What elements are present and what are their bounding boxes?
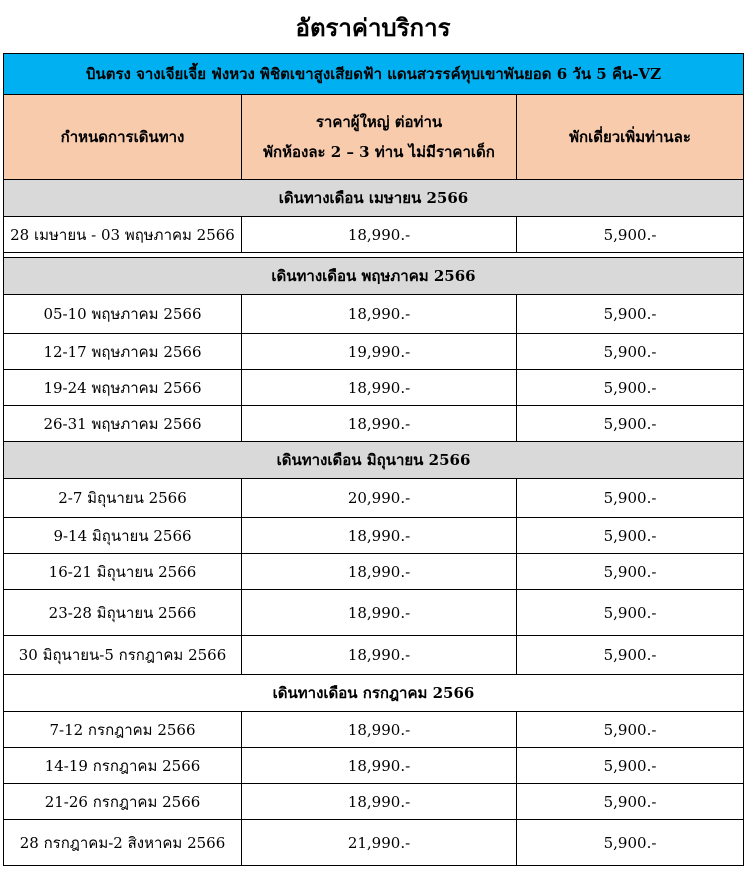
header-schedule: กำหนดการเดินทาง [4, 95, 242, 180]
table-row [4, 636, 744, 675]
departure-date: 2-7 มิถุนายน 2566 [4, 479, 242, 518]
month-header: เดินทางเดือน กรกฎาคม 2566 [4, 675, 744, 712]
table-row [4, 712, 744, 748]
adult-price: 18,990.- [242, 370, 517, 406]
table-row [4, 820, 744, 866]
header-adult-price-line2: พักห้องละ 2 – 3 ท่าน ไม่มีราคาเด็ก [263, 143, 495, 161]
single-price: 5,900.- [517, 590, 744, 636]
table-row [4, 748, 744, 784]
single-price: 5,900.- [517, 748, 744, 784]
month-header: เดินทางเดือน มิถุนายน 2566 [4, 442, 744, 479]
table-row [4, 518, 744, 554]
adult-price: 18,990.- [242, 748, 517, 784]
adult-price: 20,990.- [242, 479, 517, 518]
table-header-row [4, 95, 744, 180]
departure-date: 21-26 กรกฎาคม 2566 [4, 784, 242, 820]
single-price: 5,900.- [517, 820, 744, 866]
adult-price: 18,990.- [242, 518, 517, 554]
page-title: อัตราค่าบริการ [295, 13, 451, 42]
single-price: 5,900.- [517, 479, 744, 518]
departure-date: 05-10 พฤษภาคม 2566 [4, 295, 242, 334]
single-price: 5,900.- [517, 370, 744, 406]
header-single-supplement: พักเดี่ยวเพิ่มท่านละ [517, 95, 744, 180]
adult-price: 18,990.- [242, 784, 517, 820]
table-row [4, 370, 744, 406]
price-table [3, 53, 744, 866]
single-price: 5,900.- [517, 518, 744, 554]
single-price: 5,900.- [517, 636, 744, 675]
departure-date: 7-12 กรกฎาคม 2566 [4, 712, 242, 748]
header-adult-price [242, 95, 517, 180]
departure-date: 16-21 มิถุนายน 2566 [4, 554, 242, 590]
table-row [4, 590, 744, 636]
single-price: 5,900.- [517, 295, 744, 334]
departure-date: 12-17 พฤษภาคม 2566 [4, 334, 242, 370]
adult-price: 21,990.- [242, 820, 517, 866]
header-adult-price-line1: ราคาผู้ใหญ่ ต่อท่าน [315, 113, 443, 131]
single-price: 5,900.- [517, 554, 744, 590]
month-header: เดินทางเดือน เมษายน 2566 [4, 180, 744, 217]
adult-price: 18,990.- [242, 636, 517, 675]
table-row [4, 784, 744, 820]
departure-date: 28 เมษายน - 03 พฤษภาคม 2566 [4, 217, 242, 253]
departure-date: 23-28 มิถุนายน 2566 [4, 590, 242, 636]
tour-name-row [4, 54, 744, 95]
table-row [4, 554, 744, 590]
single-price: 5,900.- [517, 406, 744, 442]
adult-price: 18,990.- [242, 554, 517, 590]
adult-price: 18,990.- [242, 295, 517, 334]
tour-name: บินตรง จางเจียเจี้ย ฟ่งหวง พิชิตเขาสูงเสียดฟ้า แดนสวรรค์หุบเขาพันยอด 6 วัน 5 คืน-VZ [4, 54, 744, 95]
adult-price: 18,990.- [242, 406, 517, 442]
adult-price: 18,990.- [242, 217, 517, 253]
adult-price: 18,990.- [242, 712, 517, 748]
table-row [4, 217, 744, 253]
month-header: เดินทางเดือน พฤษภาคม 2566 [4, 258, 744, 295]
departure-date: 28 กรกฎาคม-2 สิงหาคม 2566 [4, 820, 242, 866]
departure-date: 30 มิถุนายน-5 กรกฎาคม 2566 [4, 636, 242, 675]
table-row [4, 334, 744, 370]
adult-price: 18,990.- [242, 590, 517, 636]
departure-date: 26-31 พฤษภาคม 2566 [4, 406, 242, 442]
table-row [4, 406, 744, 442]
single-price: 5,900.- [517, 334, 744, 370]
table-row [4, 479, 744, 518]
adult-price: 19,990.- [242, 334, 517, 370]
table-row [4, 295, 744, 334]
departure-date: 14-19 กรกฎาคม 2566 [4, 748, 242, 784]
departure-date: 9-14 มิถุนายน 2566 [4, 518, 242, 554]
single-price: 5,900.- [517, 217, 744, 253]
departure-date: 19-24 พฤษภาคม 2566 [4, 370, 242, 406]
single-price: 5,900.- [517, 784, 744, 820]
single-price: 5,900.- [517, 712, 744, 748]
